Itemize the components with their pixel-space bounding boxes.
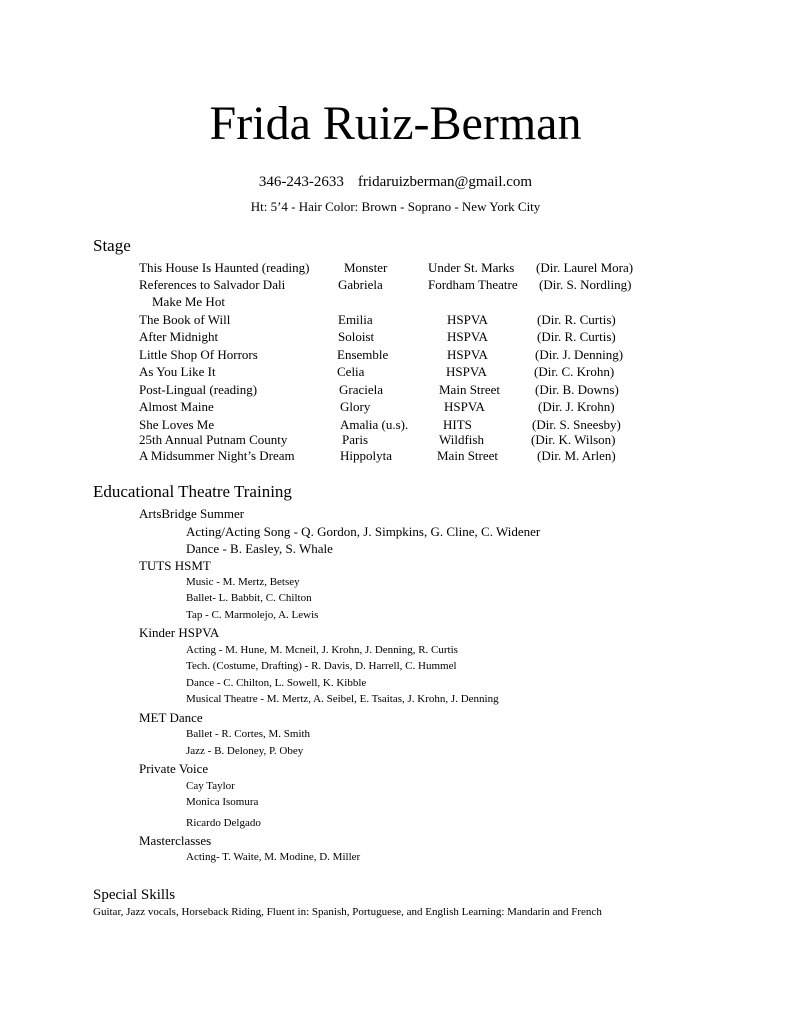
credit-show: A Midsummer Night’s Dream: [139, 448, 295, 463]
credit-venue: HSPVA: [447, 312, 488, 327]
training-group-name: Private Voice: [139, 761, 209, 776]
training-group-name: ArtsBridge Summer: [139, 506, 245, 521]
credit-director: (Dir. R. Curtis): [537, 329, 616, 344]
credit-role: Emilia: [338, 312, 373, 327]
training-item: Dance - B. Easley, S. Whale: [186, 541, 333, 556]
credit-role: Hippolyta: [340, 448, 392, 463]
training-item: Ballet - R. Cortes, M. Smith: [186, 728, 311, 740]
credit-director: (Dir. C. Krohn): [534, 364, 615, 379]
credit-role: Soloist: [338, 329, 375, 344]
credit-show: After Midnight: [139, 329, 219, 344]
training-item: Tap - C. Marmolejo, A. Lewis: [186, 609, 319, 621]
credit-venue: Main Street: [439, 382, 501, 397]
skills-text: Guitar, Jazz vocals, Horseback Riding, Fluent in: Spanish, Portuguese, and English Learning: Mandarin and French: [93, 906, 602, 918]
credit-director: (Dir. J. Krohn): [538, 399, 615, 414]
training-item: Music - M. Mertz, Betsey: [186, 576, 300, 588]
training-item: Tech. (Costume, Drafting) - R. Davis, D. Harrell, C. Hummel: [186, 660, 457, 672]
training-item: Ricardo Delgado: [186, 817, 261, 829]
training-item: Ballet- L. Babbit, C. Chilton: [186, 592, 312, 604]
credit-show: Little Shop Of Horrors: [139, 347, 258, 362]
training-group-name: TUTS HSMT: [139, 558, 211, 573]
training-item: Jazz - B. Deloney, P. Obey: [186, 745, 304, 757]
credit-venue: Wildfish: [439, 432, 484, 447]
credit-director: (Dir. S. Nordling): [539, 277, 632, 292]
skills-heading: Special Skills: [93, 887, 176, 903]
credit-venue: Main Street: [437, 448, 499, 463]
credit-director: (Dir. K. Wilson): [531, 432, 616, 447]
physical-stats: Ht: 5’4 - Hair Color: Brown - Soprano - New York City: [250, 199, 541, 214]
credit-venue: HSPVA: [444, 399, 485, 414]
training-group-name: MET Dance: [139, 710, 203, 725]
credit-show: She Loves Me: [139, 417, 215, 432]
credit-role: Ensemble: [337, 347, 389, 362]
training-item: Acting- T. Waite, M. Modine, D. Miller: [186, 851, 361, 863]
phone-number: 346-243-2633: [258, 174, 344, 190]
credit-venue: HITS: [443, 417, 472, 432]
credit-show: 25th Annual Putnam County: [139, 432, 288, 447]
training-item: Monica Isomura: [186, 796, 259, 808]
training-item: Cay Taylor: [186, 780, 235, 792]
credit-venue: HSPVA: [447, 329, 488, 344]
credit-show: Make Me Hot: [152, 294, 225, 309]
credit-director: (Dir. R. Curtis): [537, 312, 616, 327]
credit-venue: HSPVA: [446, 364, 487, 379]
credit-director: (Dir. S. Sneesby): [532, 417, 621, 432]
credit-role: Amalia (u.s).: [340, 417, 409, 432]
credit-show: References to Salvador Dali: [139, 277, 286, 292]
stage-heading: Stage: [93, 236, 131, 255]
resume-name: Frida Ruiz-Berman: [209, 97, 582, 150]
credit-venue: Under St. Marks: [428, 260, 515, 275]
credit-director: (Dir. B. Downs): [535, 382, 619, 397]
credit-show: Almost Maine: [139, 399, 214, 414]
credit-show: Post-Lingual (reading): [139, 382, 258, 397]
training-item: Acting - M. Hune, M. Mcneil, J. Krohn, J. Denning, R. Curtis: [186, 644, 458, 656]
contact-line: [0, 174, 791, 191]
credit-role: Paris: [342, 432, 368, 447]
credit-show: This House Is Haunted (reading): [139, 260, 310, 275]
training-item: Acting/Acting Song - Q. Gordon, J. Simpkins, G. Cline, C. Widener: [186, 524, 541, 539]
credit-director: (Dir. Laurel Mora): [536, 260, 634, 275]
credit-venue: HSPVA: [447, 347, 488, 362]
training-group-name: Kinder HSPVA: [139, 625, 220, 640]
training-item: Dance - C. Chilton, L. Sowell, K. Kibble: [186, 677, 367, 689]
credit-role: Celia: [337, 364, 365, 379]
credit-director: (Dir. J. Denning): [535, 347, 624, 362]
credit-show: As You Like It: [139, 364, 216, 379]
credit-role: Graciela: [339, 382, 384, 397]
credit-role: Glory: [340, 399, 371, 414]
credit-show: The Book of Will: [139, 312, 231, 327]
credit-director: (Dir. M. Arlen): [537, 448, 616, 463]
credit-venue: Fordham Theatre: [428, 277, 518, 292]
email-address: fridaruizberman@gmail.com: [357, 174, 533, 190]
credit-role: Monster: [344, 260, 388, 275]
credit-role: Gabriela: [338, 277, 383, 292]
training-item: Musical Theatre - M. Mertz, A. Seibel, E. Tsaitas, J. Krohn, J. Denning: [186, 693, 499, 705]
training-group-name: Masterclasses: [139, 833, 212, 848]
training-heading: Educational Theatre Training: [93, 482, 292, 501]
